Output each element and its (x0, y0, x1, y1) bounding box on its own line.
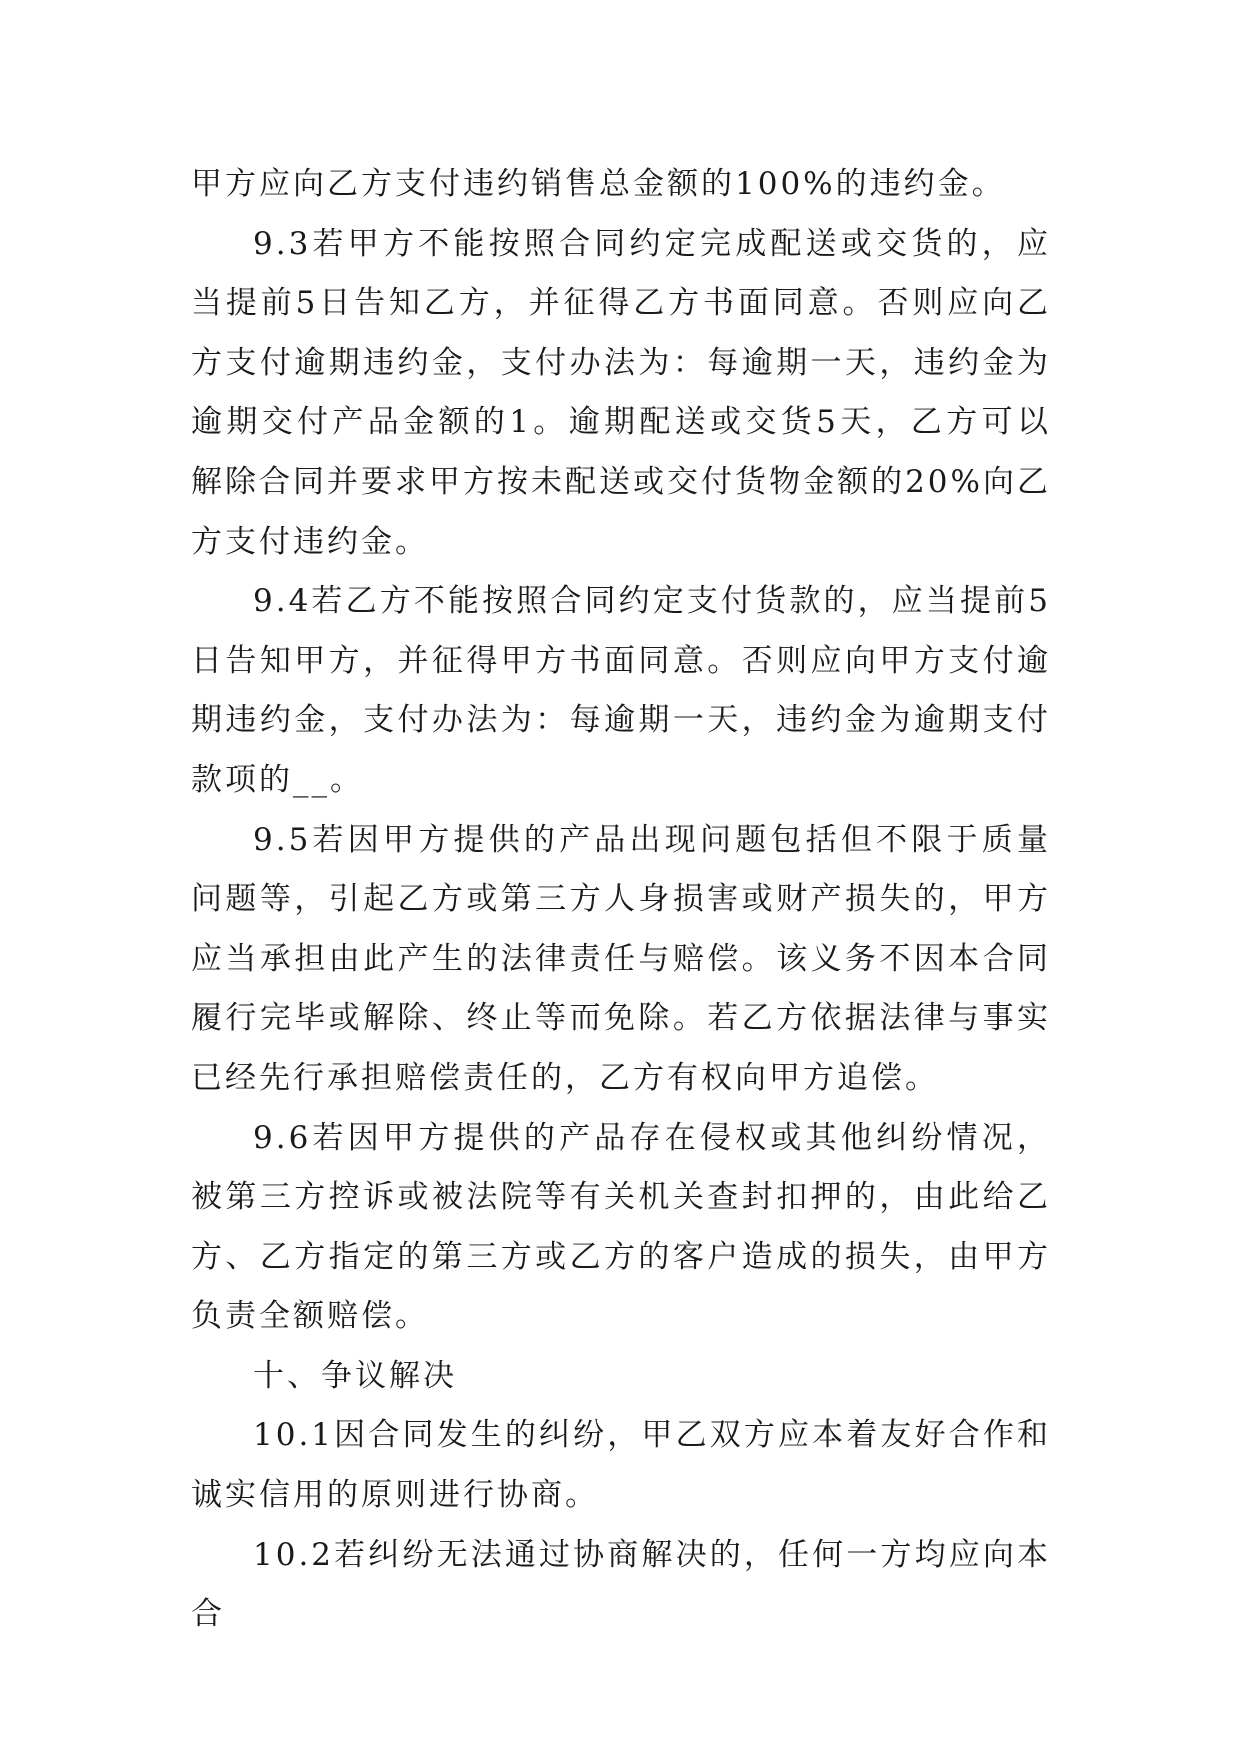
paragraph-penalty-total: 甲方应向乙方支付违约销售总金额的100%的违约金。 (191, 166, 1006, 202)
document-body (191, 155, 1051, 1645)
paragraph-9-4: 9.4若乙方不能按照合同约定支付货款的，应当提前5日告知甲方，并征得甲方书面同意。否则应向甲方支付逾期违约金，支付办法为：每逾期一天，违约金为逾期支付款项的__。 (191, 583, 1051, 798)
paragraph-9-6: 9.6若因甲方提供的产品存在侵权或其他纠纷情况，被第三方控诉或被法院等有关机关查封扣押的，由此给乙方、乙方指定的第三方或乙方的客户造成的损失，由甲方负责全额赔偿。 (191, 1119, 1051, 1335)
paragraph-10-1: 10.1因合同发生的纠纷，甲乙双方应本着友好合作和诚实信用的原则进行协商。 (191, 1417, 1051, 1514)
section-heading-dispute-resolution: 十、争议解决 (253, 1357, 457, 1394)
paragraph-9-3: 9.3若甲方不能按照合同约定完成配送或交货的，应当提前5日告知乙方，并征得乙方书面同意。否则应向乙方支付逾期违约金，支付办法为：每逾期一天，违约金为逾期交付产品金额的1。逾期配送或交货5天，乙方可以解除合同并要求甲方按未配送或交付货物金额的20%向乙方支付违约金。 (191, 225, 1051, 560)
paragraph-9-5: 9.5若因甲方提供的产品出现问题包括但不限于质量问题等，引起乙方或第三方人身损害或财产损失的，甲方应当承担由此产生的法律责任与赔偿。该义务不因本合同履行完毕或解除、终止等而免除。若乙方依据法律与事实已经先行承担赔偿责任的，乙方有权向甲方追偿。 (191, 821, 1051, 1096)
paragraph-10-2: 10.2若纠纷无法通过协商解决的，任何一方均应向本合 (191, 1536, 1051, 1633)
